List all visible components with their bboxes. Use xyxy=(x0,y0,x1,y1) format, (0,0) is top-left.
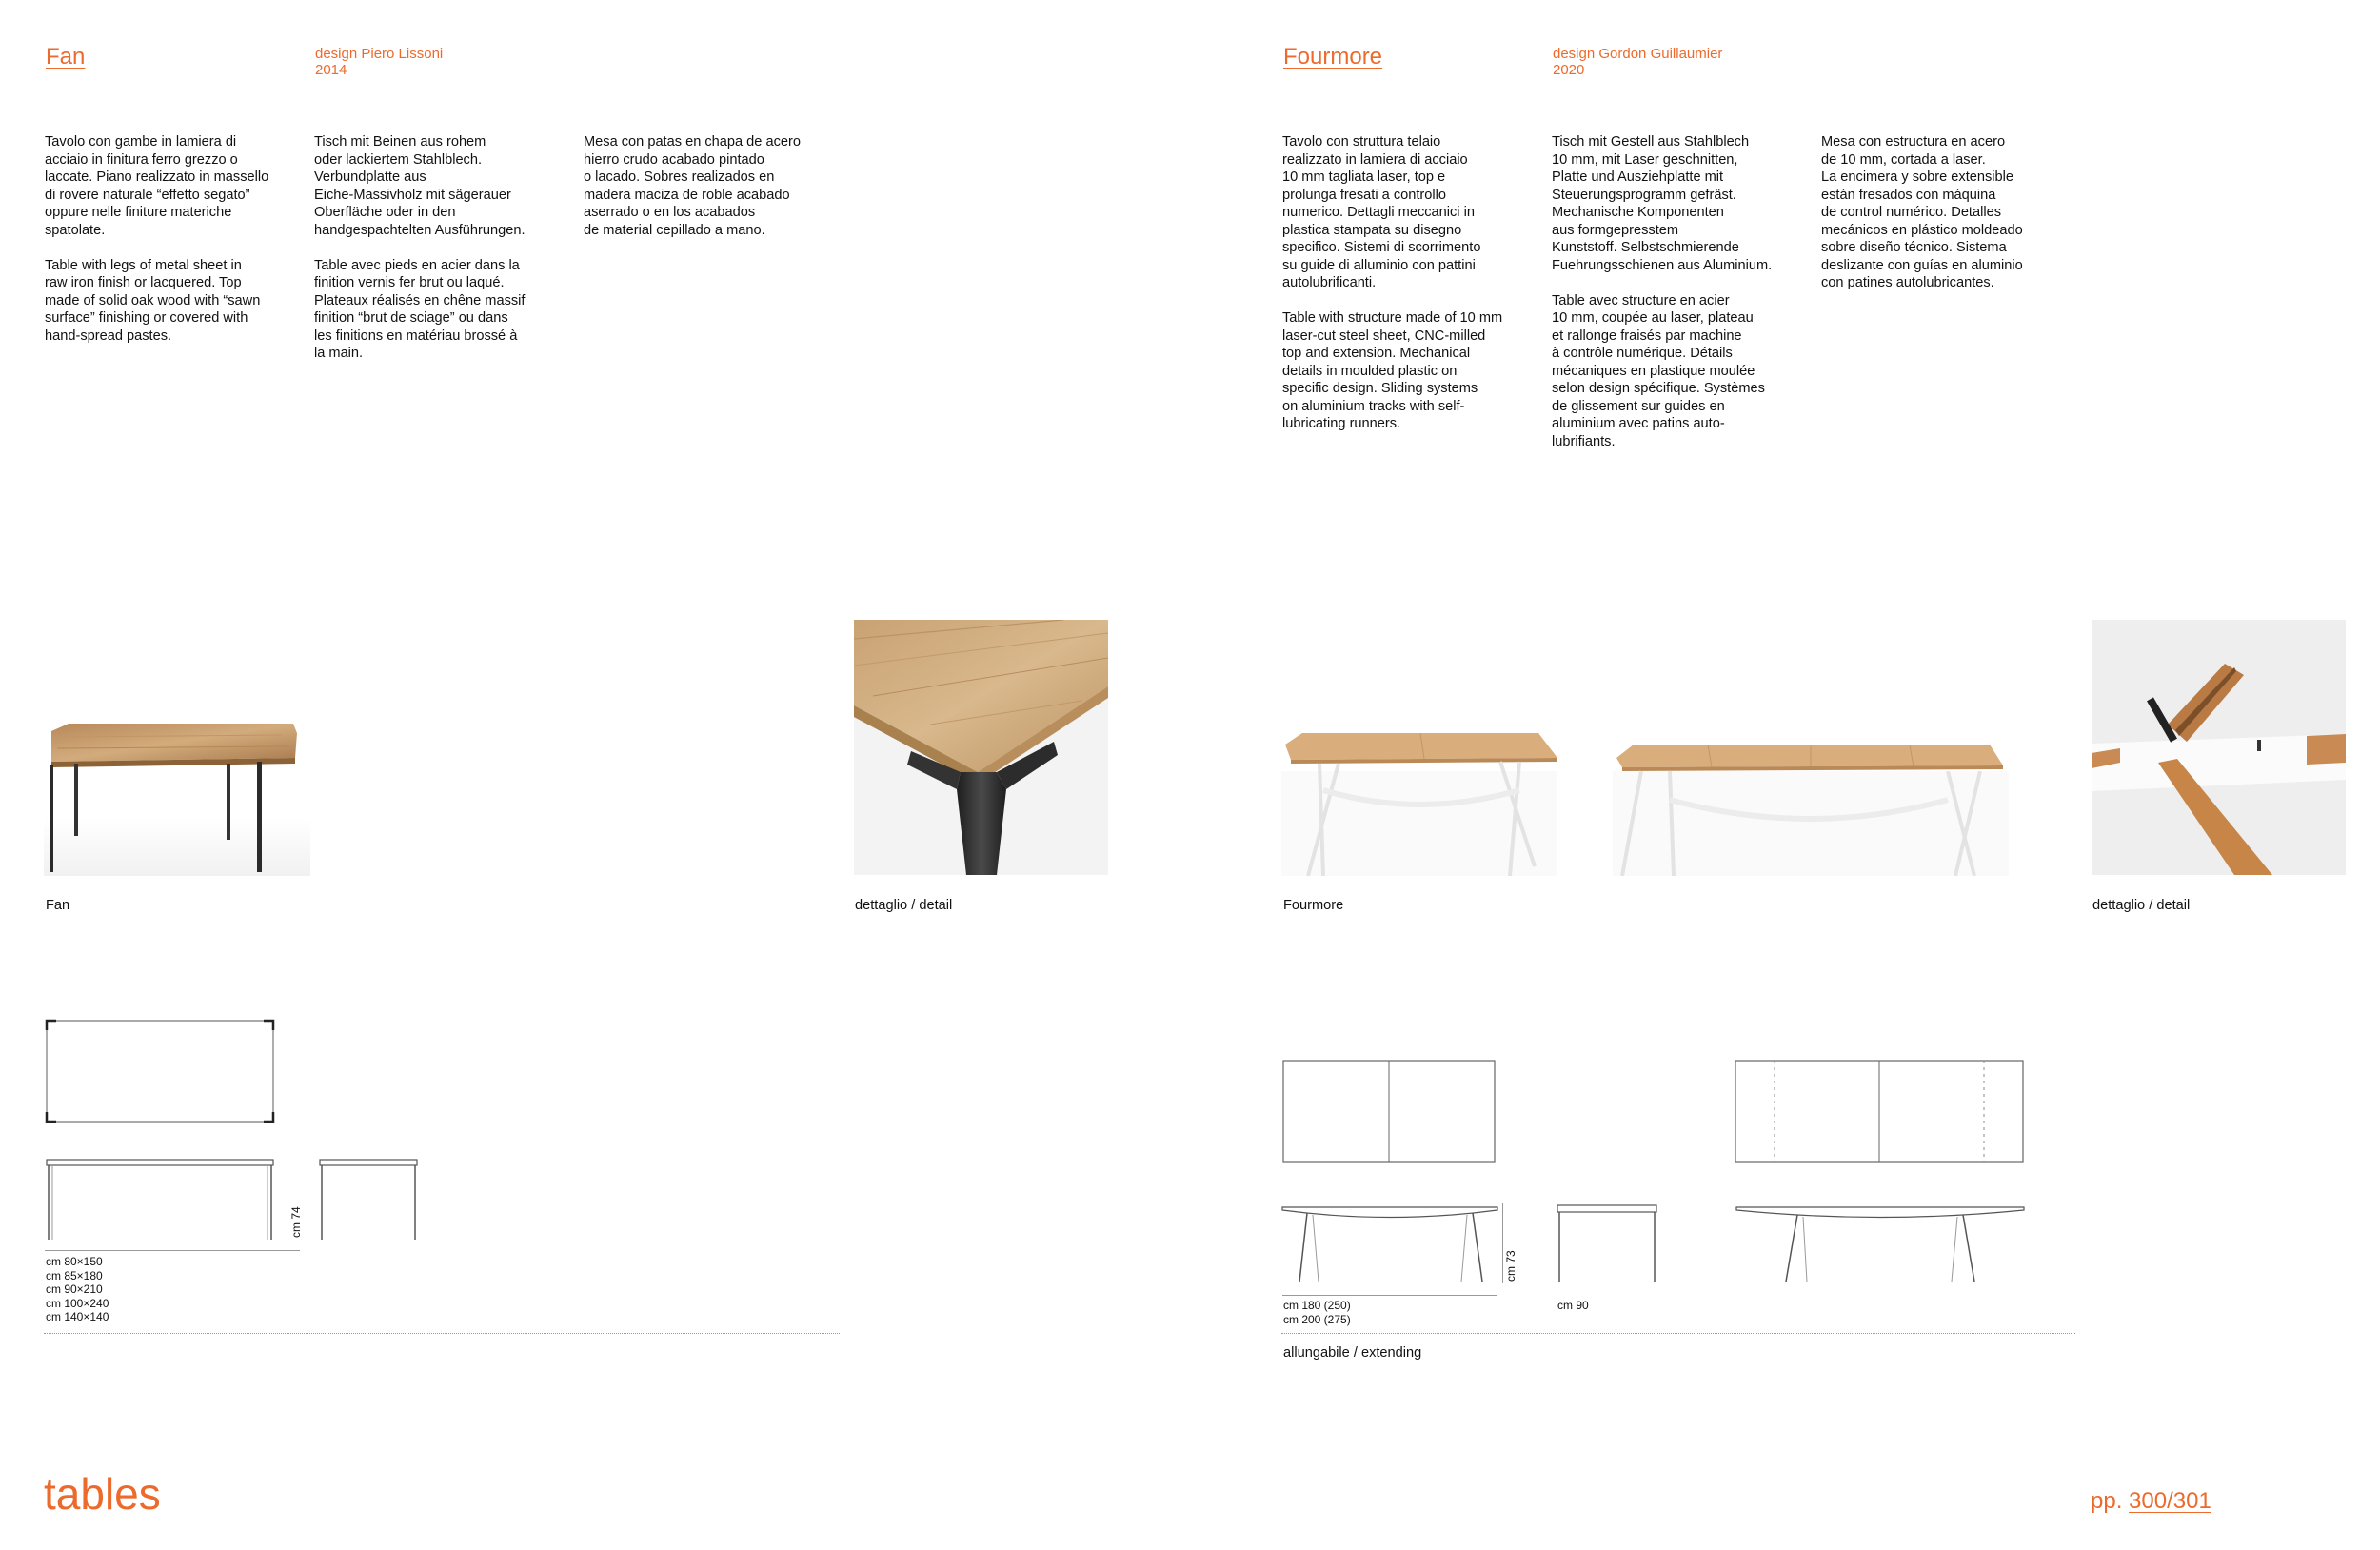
fan-year: 2014 xyxy=(315,62,347,78)
fourmore-closed-image xyxy=(1281,733,1557,876)
fourmore-extended-image xyxy=(1613,733,2009,876)
fourmore-depth-label: cm 90 xyxy=(1557,1299,1589,1312)
fourmore-detail-image xyxy=(2092,620,2346,875)
fan-text-col-2 xyxy=(314,133,571,363)
fan-detail-image xyxy=(854,620,1108,875)
fan-caption: Fan xyxy=(46,898,70,913)
fan-text-col-1 xyxy=(45,133,302,345)
section-title: tables xyxy=(44,1469,161,1519)
fan-detail-caption: dettaglio / detail xyxy=(855,898,953,913)
fan-drawings-rule xyxy=(44,1333,840,1334)
fourmore-designer-name: design Gordon Guillaumier xyxy=(1553,46,1723,62)
fan-designer-name: design Piero Lissoni xyxy=(315,46,444,62)
fourmore-designer xyxy=(1553,46,1722,78)
fan-text-col-3 xyxy=(584,133,850,239)
fourmore-plan-closed-drawing xyxy=(1282,1060,1496,1162)
fan-plan-drawing xyxy=(45,1019,275,1123)
fan-text-italian: Tavolo con gambe in lamiera di acciaio in finitura ferro grezzo o laccate. Piano realizzato in massello di rovere naturale “effetto segato” oppure nelle finiture materiche spatolate. xyxy=(45,134,269,238)
fan-text-spanish: Mesa con patas en chapa de acero hierro crudo acabado pintado o lacado. Sobres realizados en madera maciza de roble acabado aserrado o en los acabados de material cepillado a mano. xyxy=(584,134,801,238)
fourmore-front-closed-elevation xyxy=(1280,1202,1499,1283)
fan-width-dimension-line xyxy=(45,1250,300,1251)
fourmore-side-elevation xyxy=(1556,1202,1658,1283)
fourmore-text-french: Table avec structure en acier 10 mm, coupée au laser, plateau et rallonge fraisés par machine à contrôle numérique. Détails mécaniques en plastique moulée selon design spécifique. Systèmes de glissement sur guides en aluminium avec patins auto- lubrifiants. xyxy=(1552,292,1765,449)
fan-designer xyxy=(315,46,443,78)
page-numbers-value: 300/301 xyxy=(2129,1488,2211,1514)
fourmore-year: 2020 xyxy=(1553,62,1585,78)
fan-text-english: Table with legs of metal sheet in raw iron finish or lacquered. Top made of solid oak wood with “sawn surface” finishing or covered with hand-spread pastes. xyxy=(45,257,261,344)
fan-product-image xyxy=(44,724,310,876)
fourmore-height-label: cm 73 xyxy=(1504,1250,1517,1282)
fourmore-text-col-3 xyxy=(1821,133,2088,292)
fourmore-caption: Fourmore xyxy=(1283,898,1344,913)
fourmore-text-col-1 xyxy=(1282,133,1544,433)
fan-text-french: Table avec pieds en acier dans la finition vernis fer brut ou laqué. Plateaux réalisés en chêne massif finition “brut de sciage” ou dans les finitions en matériau brossé à la main. xyxy=(314,257,526,361)
fourmore-text-spanish: Mesa con estructura en acero de 10 mm, cortada a laser. La encimera y sobre extensible están fresados con máquina de control numérico. Detalles mecánicos en plástico moldeado sobre diseño técnico. Sistema deslizante con guías en aluminio con patines autolubricantes. xyxy=(1821,134,2023,290)
fourmore-extending-caption: allungabile / extending xyxy=(1283,1345,1422,1361)
fan-front-elevation xyxy=(45,1158,275,1243)
fan-title: Fan xyxy=(46,44,86,70)
fan-height-label: cm 74 xyxy=(289,1206,303,1238)
fourmore-plan-extended-drawing xyxy=(1735,1060,2024,1162)
fourmore-sizes: cm 180 (250) cm 200 (275) xyxy=(1283,1299,1351,1326)
fourmore-width-dimension-line xyxy=(1282,1295,1497,1296)
fan-sizes: cm 80×150 cm 85×180 cm 90×210 cm 100×240 cm 140×140 xyxy=(46,1255,109,1323)
fourmore-detail-caption: dettaglio / detail xyxy=(2092,898,2191,913)
fourmore-drawings-rule xyxy=(1281,1333,2075,1334)
fourmore-text-german: Tisch mit Gestell aus Stahlblech 10 mm, mit Laser geschnitten, Platte und Ausziehplatte mit Steuerungsprogramm gefräst. Mechanische Komponenten aus formgepresstem Kunststoff. Selbstschmierende Fuehrungsschienen aus Aluminium. xyxy=(1552,134,1773,273)
fourmore-title: Fourmore xyxy=(1283,44,1383,70)
fourmore-text-italian: Tavolo con struttura telaio realizzato in lamiera di acciaio 10 mm tagliata laser, top e prolunga fresati a controllo numerico. Dettagli meccanici in plastica stampata su disegno specifico. Sistemi di scorrimento su guide di alluminio con pattini autolubrificanti. xyxy=(1282,134,1481,290)
page-numbers xyxy=(2091,1488,2211,1515)
page-numbers-prefix: pp. xyxy=(2091,1488,2130,1514)
fourmore-text-english: Table with structure made of 10 mm laser-cut steel sheet, CNC-milled top and extension. Mechanical details in moulded plastic on specific design. Sliding systems on aluminium tracks with self- lubricating runners. xyxy=(1282,310,1503,431)
fourmore-front-extended-elevation xyxy=(1735,1202,2026,1283)
fourmore-text-col-2 xyxy=(1552,133,1828,450)
fan-side-elevation xyxy=(318,1158,419,1243)
fan-text-german: Tisch mit Beinen aus rohem oder lackiertem Stahlblech. Verbundplatte aus Eiche-Massivholz mit sägerauer Oberfläche oder in den handgespachtelten Ausführungen. xyxy=(314,134,526,238)
